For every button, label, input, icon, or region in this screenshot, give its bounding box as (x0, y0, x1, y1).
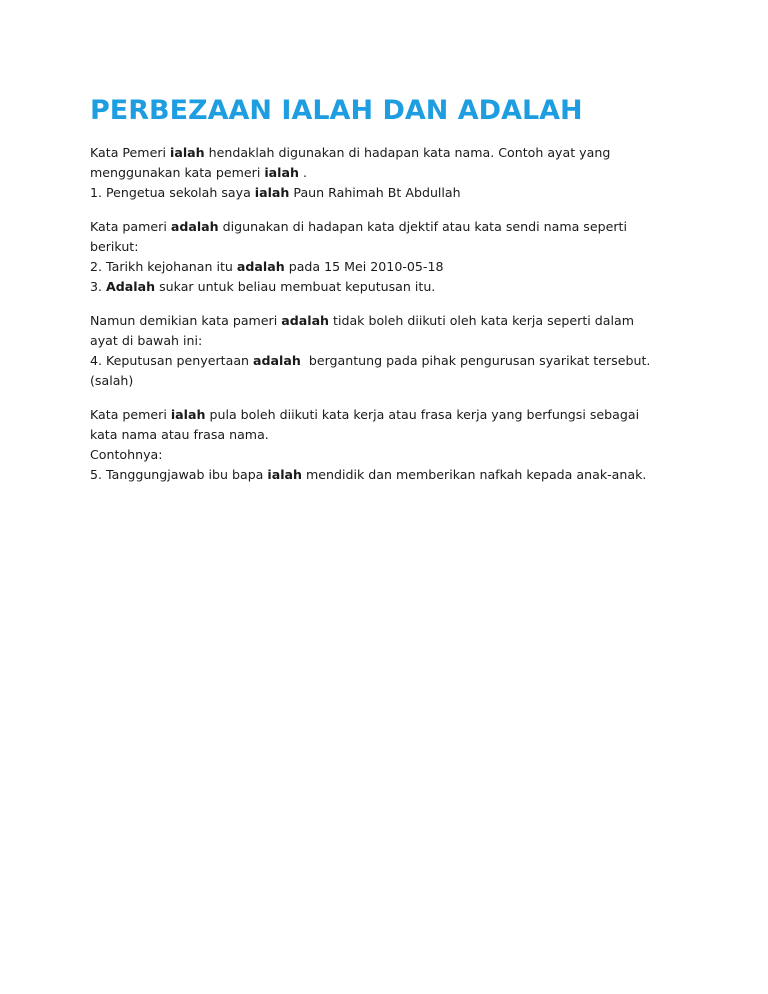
text-run: (salah) (90, 373, 134, 388)
text-run: sukar untuk beliau membuat keputusan itu. (155, 279, 436, 294)
text-run: mendidik dan memberikan nafkah kepada anak-anak. (302, 467, 647, 482)
bold-keyword: adalah (170, 219, 219, 234)
bold-keyword: adalah (253, 353, 301, 368)
text-line (90, 257, 690, 277)
text-run: Paun Rahimah Bt Abdullah (289, 185, 461, 200)
text-line (90, 217, 690, 237)
text-run: Kata pemeri (90, 407, 171, 422)
bold-keyword: ialah (267, 467, 303, 482)
text-run: hendaklah digunakan di hadapan kata nama. Contoh ayat yang (204, 145, 611, 160)
text-run: pula boleh diikuti kata kerja atau frasa kerja yang berfungsi sebagai (205, 407, 640, 422)
text-run: digunakan di hadapan kata djektif atau kata sendi nama seperti (218, 219, 627, 234)
bold-keyword: ialah (170, 407, 206, 422)
text-run: Kata pameri (90, 219, 171, 234)
text-run: 4. Keputusan penyertaan (90, 353, 254, 368)
paragraph (90, 311, 690, 391)
text-line (90, 371, 690, 391)
text-run: 1. Pengetua sekolah saya (90, 185, 255, 200)
text-run: Namun demikian kata pameri (90, 313, 282, 328)
text-run: . (298, 165, 307, 180)
text-line (90, 163, 690, 183)
paragraph (90, 143, 690, 203)
text-line (90, 351, 690, 371)
bold-keyword: ialah (264, 165, 299, 180)
text-line (90, 405, 690, 425)
bold-keyword: Adalah (106, 279, 156, 294)
document-body (90, 143, 690, 485)
text-run: kata nama atau frasa nama. (90, 427, 269, 442)
text-line (90, 425, 690, 445)
bold-keyword: adalah (236, 259, 285, 274)
text-run: 5. Tanggungjawab ibu bapa (90, 467, 268, 482)
bold-keyword: adalah (281, 313, 330, 328)
text-run: Contohnya: (90, 447, 163, 462)
text-run: berikut: (90, 239, 139, 254)
text-run: Kata Pemeri (90, 145, 171, 160)
text-run: bergantung pada pihak pengurusan syarikat tersebut. (300, 353, 651, 368)
text-run: pada 15 Mei 2010-05-18 (284, 259, 444, 274)
text-run: ayat di bawah ini: (90, 333, 203, 348)
text-line (90, 183, 690, 203)
text-run: 3. (90, 279, 107, 294)
bold-keyword: ialah (170, 145, 205, 160)
text-line (90, 143, 690, 163)
text-line (90, 237, 690, 257)
text-line (90, 311, 690, 331)
text-run: menggunakan kata pemeri (90, 165, 265, 180)
bold-keyword: ialah (254, 185, 290, 200)
text-run: 2. Tarikh kejohanan itu (90, 259, 237, 274)
text-run: tidak boleh diikuti oleh kata kerja seperti dalam (329, 313, 634, 328)
document-page (90, 92, 690, 499)
text-line (90, 331, 690, 351)
text-line (90, 277, 690, 297)
text-line (90, 445, 690, 465)
paragraph (90, 405, 690, 485)
document-title: PERBEZAAN IALAH DAN ADALAH (90, 95, 583, 126)
text-line (90, 465, 690, 485)
paragraph (90, 217, 690, 297)
